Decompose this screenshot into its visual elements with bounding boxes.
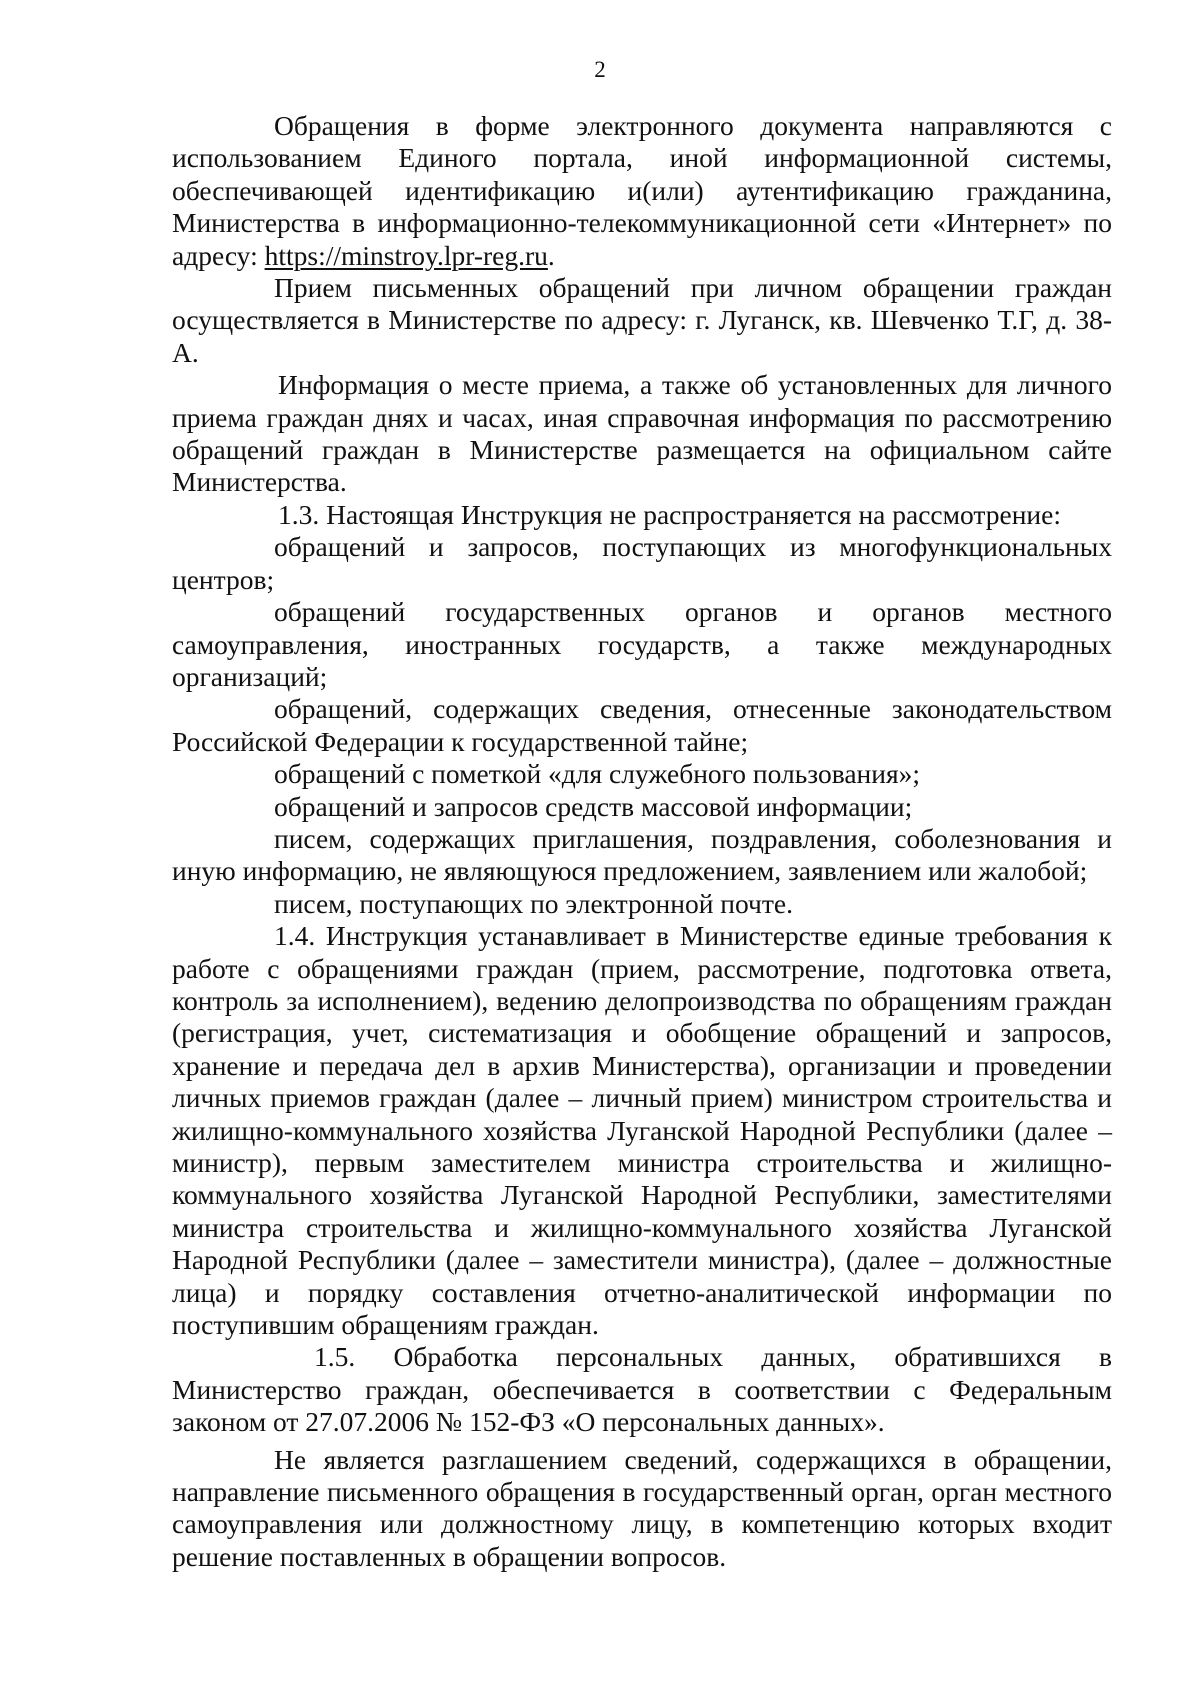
page-number: 2 [594,57,606,82]
ministry-website-link[interactable]: https://minstroy.lpr-reg.ru [264,239,548,271]
list-item-mfc-requests: обращений и запросов, поступающих из многофункциональных центров; [172,531,1112,595]
paragraph-disclosure: Не является разглашением сведений, содержащихся в обращении, направление письменного обращения в государственный орган, орган местного самоуправления или должностному лицу, в компетенцию которых входит решение поставленных в обращении вопросов. [172,1443,1112,1572]
list-item-invitations: писем, содержащих приглашения, поздравления, соболезнования и иную информацию, не являющуюся предложением, заявлением или жалобой; [172,822,1112,887]
paragraph-section-1-5: 1.5. Обработка персональных данных, обратившихся в Министерство граждан, обеспечивается в соответствии с Федеральным законом от 27.07.2006 № 152-ФЗ «О персональных данных». [172,1341,1112,1438]
paragraph-electronic-appeals [172,110,1112,272]
document-body [172,110,1112,1573]
list-item-state-bodies: обращений государственных органов и органов местного самоуправления, иностранных государств, а также международных организаций; [172,596,1112,692]
paragraph-written-appeals: Прием письменных обращений при личном обращении граждан осуществляется в Министерстве по адресу: г. Луганск, кв. Шевченко Т.Г, д. 38-А. [172,272,1112,368]
paragraph-electronic-appeals-text: Обращения в форме электронного документа направляются с использованием Единого портала, иной информационной системы, обеспечивающей идентификацию и(или) аутентификацию гражданина, Министерства в информационно-телекоммуникационной сети «Интернет» по адресу: [172,110,1112,271]
list-item-official-use: обращений с пометкой «для служебного пользования»; [274,758,921,790]
paragraph-section-1-4: 1.4. Инструкция устанавливает в Министерстве единые требования к работе с обращениями граждан (прием, рассмотрение, подготовка ответа, контроль за исполнением), ведению делопроизводства по обращениям граждан (регистрация, учет, систематизация и обобщение обращений и запросов, хранение и передача дел в архив Министерства), организации и проведении личных приемов граждан (далее – личный прием) министром строительства и жилищно-коммунального хозяйства Луганской Народной Республики (далее – министр), первым заместителем министра строительства и жилищно-коммунального хозяйства Луганской Народной Республики, заместителями министра строительства и жилищно-коммунального хозяйства Луганской Народной Республики (далее – заместители министра), (далее – должностные лица) и порядку составления отчетно-аналитической информации по поступившим обращениям граждан. [172,920,1112,1341]
list-item-email-letters: писем, поступающих по электронной почте. [274,887,793,919]
paragraph-section-1-3: 1.3. Настоящая Инструкция не распространяется на рассмотрение: [278,498,1061,530]
paragraph-reception-info: Информация о месте приема, а также об установленных для личного приема граждан днях и часах, иная справочная информация по рассмотрению обращений граждан в Министерстве размещается на официальном сайте Министерства. [172,369,1112,498]
paragraph-electronic-appeals-end: . [547,239,555,271]
list-item-media-requests: обращений и запросов средств массовой информации; [274,790,913,822]
list-item-state-secret: обращений, содержащих сведения, отнесенные законодательством Российской Федерации к государственной тайне; [172,693,1112,757]
